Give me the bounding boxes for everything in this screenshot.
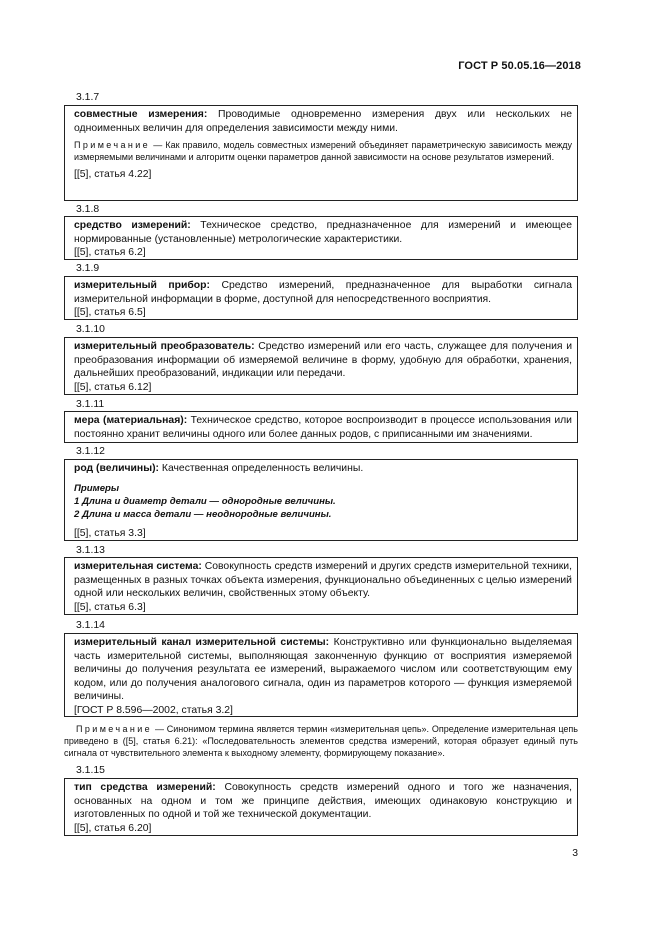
outer-note: Примечание — Синонимом термина является термин «измерительная цепь». Определение измерительная цепь приведено в ([5], статья 6.21): «Последовательность элементов средства измерений, которая образует единый путь сигнала от чувствительного элемента к выходному элементу, формирующему показание».	[64, 724, 578, 758]
entry-box-3-1-7	[64, 105, 578, 201]
entry-number: 3.1.11	[76, 399, 105, 410]
entry-definition: род (величины): Качественная определенность величины.	[74, 463, 364, 474]
standard-header: ГОСТ Р 50.05.16—2018	[458, 60, 581, 72]
note-label: Примечание	[74, 140, 151, 150]
entry-source: [[5], статья 3.3]	[74, 527, 146, 539]
entry-number: 3.1.14	[76, 620, 105, 631]
entry-box-3-1-11	[64, 411, 578, 443]
entry-term: совместные измерения:	[74, 109, 208, 120]
entry-term: измерительный прибор:	[74, 280, 210, 291]
entry-definition: тип средства измерений: Совокупность средств измерений одного и того же назначения, основанных на одном и том же принципе действия, имеющих одинаковую конструкцию и изготовленных по одной и той же технической документации.	[74, 782, 572, 820]
entry-definition: совместные измерения: Проводимые одновременно измерения двух или нескольких не одноименных величин для определения зависимости между ними.	[74, 109, 572, 134]
entry-number: 3.1.7	[76, 92, 100, 103]
entry-definition: средство измерений: Техническое средство, предназначенное для измерений и имеющее нормированные (установленные) метрологические характеристики.	[74, 220, 572, 245]
entry-box-3-1-9	[64, 276, 578, 320]
entry-source: [ГОСТ Р 8.596—2002, статья 3.2]	[74, 704, 233, 716]
entry-definition: измерительная система: Совокупность средств измерений и других средств измерительной техники, размещенных в разных точках объекта измерения, функционально объединенных с целью измерений одной или нескольких величин, свойственных этому объекту.	[74, 561, 572, 599]
entry-note: Примечание — Как правило, модель совместных измерений объединяет параметрическую зависимость между измеряемыми величинами и алгоритм оценки параметров данной зависимости на основе результатов измерений.	[74, 140, 572, 162]
entry-source: [[5], статья 6.12]	[74, 381, 152, 393]
entry-definition: измерительный канал измерительной системы: Конструктивно или функционально выделяемая часть измерительной системы, выполняющая законченную функцию от восприятия измеряемой величины до получения результата ее измерений, выражаемого числом или соответствующим ему кодом, или до получения аналогового сигнала, один из параметров которого — функция измеряемой величины.	[74, 637, 572, 702]
entry-source: [[5], статья 6.2]	[74, 247, 146, 258]
entry-source: [[5], статья 6.3]	[74, 601, 146, 613]
entry-source: [[5], статья 4.22]	[74, 169, 152, 180]
note-label: Примечание	[76, 724, 153, 734]
entry-number: 3.1.12	[76, 446, 105, 457]
entry-box-3-1-8	[64, 216, 578, 260]
entry-term: измерительный канал измерительной системы:	[74, 637, 330, 648]
page-number: 3	[572, 848, 578, 859]
example-item: 1 Длина и диаметр детали — однородные величины.	[74, 495, 336, 507]
entry-term: тип средства измерений:	[74, 782, 216, 793]
entry-box-3-1-15	[64, 778, 578, 836]
entry-source: [[5], статья 6.5]	[74, 307, 146, 318]
entry-term: измерительный преобразователь:	[74, 341, 255, 352]
entry-number: 3.1.13	[76, 545, 105, 556]
entry-term: род (величины):	[74, 463, 160, 474]
example-item: 2 Длина и масса детали — неоднородные величины.	[74, 508, 332, 520]
entry-number: 3.1.10	[76, 324, 105, 335]
entry-box-3-1-13	[64, 557, 578, 615]
entry-number: 3.1.15	[76, 765, 105, 776]
entry-term: мера (материальная):	[74, 415, 188, 426]
entry-number: 3.1.9	[76, 263, 100, 274]
entry-term: средство измерений:	[74, 220, 191, 231]
entry-box-3-1-10	[64, 337, 578, 395]
entry-term: измерительная система:	[74, 561, 202, 572]
entry-number: 3.1.8	[76, 204, 100, 215]
entry-box-3-1-14	[64, 633, 578, 717]
entry-definition: измерительный прибор: Средство измерений, предназначенное для выработки сигнала измерительной информации в форме, доступной для непосредственного восприятия.	[74, 280, 573, 305]
entry-source: [[5], статья 6.20]	[74, 822, 152, 834]
entry-definition: мера (материальная): Техническое средство, которое воспроизводит в процессе использования или постоянно хранит величины одного или более данных родов, с приписанными им значениями.	[74, 415, 572, 440]
entry-box-3-1-12	[64, 459, 578, 541]
entry-definition: измерительный преобразователь: Средство измерений или его часть, служащее для получения и преобразования информации об измеряемой величине в форму, удобную для обработки, хранения, дальнейших преобразований, индикации или передачи.	[74, 341, 572, 379]
examples-title: Примеры	[74, 482, 120, 494]
